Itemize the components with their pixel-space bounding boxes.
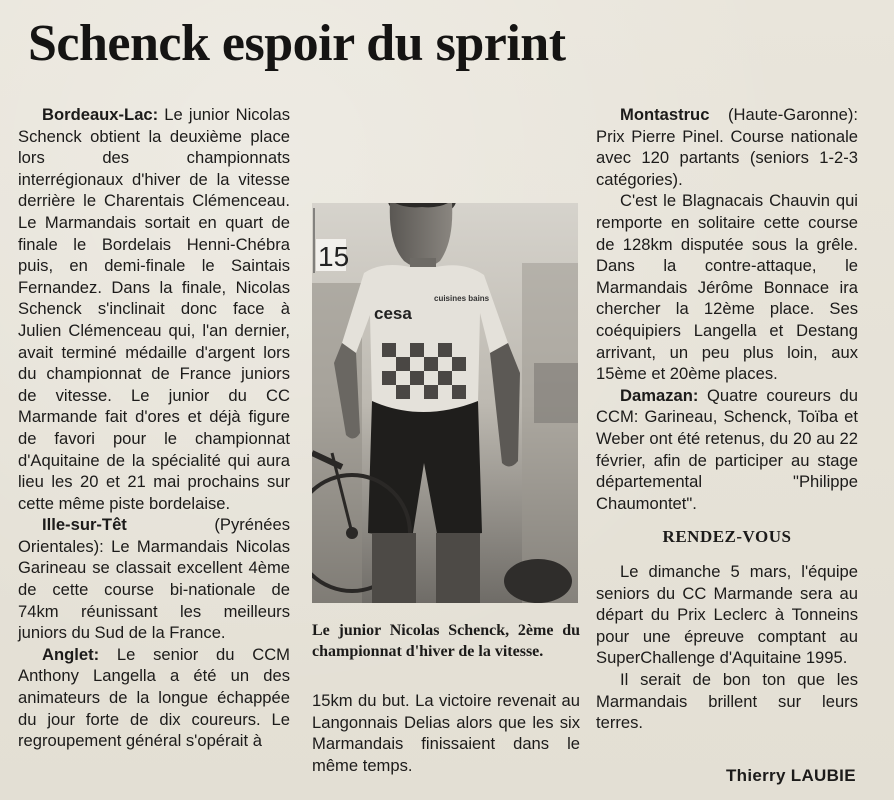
article-column-3-rendez-vous [596,561,858,734]
lead-ille: Ille-sur-Têt [42,515,127,535]
lead-damazan: Damazan: [620,385,699,405]
headline: Schenck espoir du sprint [28,15,566,72]
lead-bordeaux: Bordeaux-Lac: [42,105,159,124]
text-damazan: Quatre coureurs du CCM: Garineau, Schenck, Toïba et Weber ont été retenus, du 20 au 22 février, afin de participer au stage départemental "Philippe Chaumontet". [596,385,858,513]
text-montastruc: (Haute-Garonne): Prix Pierre Pinel. Course nationale avec 120 partants (seniors 1-2-3 catégories). [596,105,858,189]
text-bordeaux: Le junior Nicolas Schenck obtient la deuxième place lors des championnats interrégionaux d'hiver de la vitesse derrière le Charentais Clémenceau. Le Marmandais sortait en quart de finale le Bordelais Henni-Chébra puis, en demi-finale le Saintais Fernandez. Dans la finale, Nicolas Schenck s'inclinait donc face à Julien Clémenceau qui, l'an dernier, avait terminé médaille d'argent lors du championnat de France juniors de vitesse. Le junior du CC Marmande fait d'ores et déjà figure de favori pour le championnat d'Aquitaine de la spécialité qui aura lieu les 20 et 21 mai prochains sur cette même piste bordelaise. [18,105,290,513]
text-ille: (Pyrénées Orientales): Le Marmandais Nicolas Garineau se classait excellent 4ème de cette course bi-nationale de 74km réunissant les meilleurs juniors du Sud de la France. [18,515,290,643]
paragraph-blagnacais [596,190,858,384]
cyclist-photo [312,203,578,603]
article-column-3 [596,104,858,514]
paragraph-montastruc [596,104,858,190]
author-signature: Thierry LAUBIE [726,766,856,785]
article-column-2 [312,690,580,776]
paragraph-bordeaux [18,104,290,514]
lead-anglet: Anglet: [42,644,100,664]
race-number: 15 [318,241,350,272]
paragraph-damazan [596,385,858,515]
paragraph-ille [18,514,290,644]
paragraph-continuation: 15km du but. La victoire revenait au Langonnais Delias alors que les six Marmandais finissaient dans le même temps. [312,691,580,775]
jersey-brand: cesa [374,304,412,323]
article-column-1 [18,104,290,752]
lead-montastruc: Montastruc [620,105,710,124]
text-anglet: Le senior du CCM Anthony Langella a été un des animateurs de la longue échappée du jour forte de dix coureurs. Le regroupement général s'opérait à [18,644,290,751]
paragraph-rendez-vous-2: Il serait de bon ton que les Marmandais brillent sur leurs terres. [596,669,858,733]
paragraph-anglet [18,644,290,752]
subheading-rendez-vous: RENDEZ-VOUS [662,527,792,546]
text-blagnacais: C'est le Blagnacais Chauvin qui remporte en solitaire cette course de 128km disputée sous la grêle. Dans la contre-attaque, le Marmandais Jérôme Bonnace ira chercher la 12ème place. Ses coéquipiers Langella et Destang arrivant, un peu plus loin, aux 15ème et 20ème places. [596,191,858,384]
photo-caption: Le junior Nicolas Schenck, 2ème du championnat d'hiver de la vitesse. [312,622,580,660]
jersey-text: cuisines bains [434,294,490,303]
paragraph-rendez-vous-1: Le dimanche 5 mars, l'équipe seniors du CC Marmande sera au départ du Prix Leclerc à Tonneins pour une épreuve comptant au SuperChallenge d'Aquitaine 1995. [596,562,858,668]
